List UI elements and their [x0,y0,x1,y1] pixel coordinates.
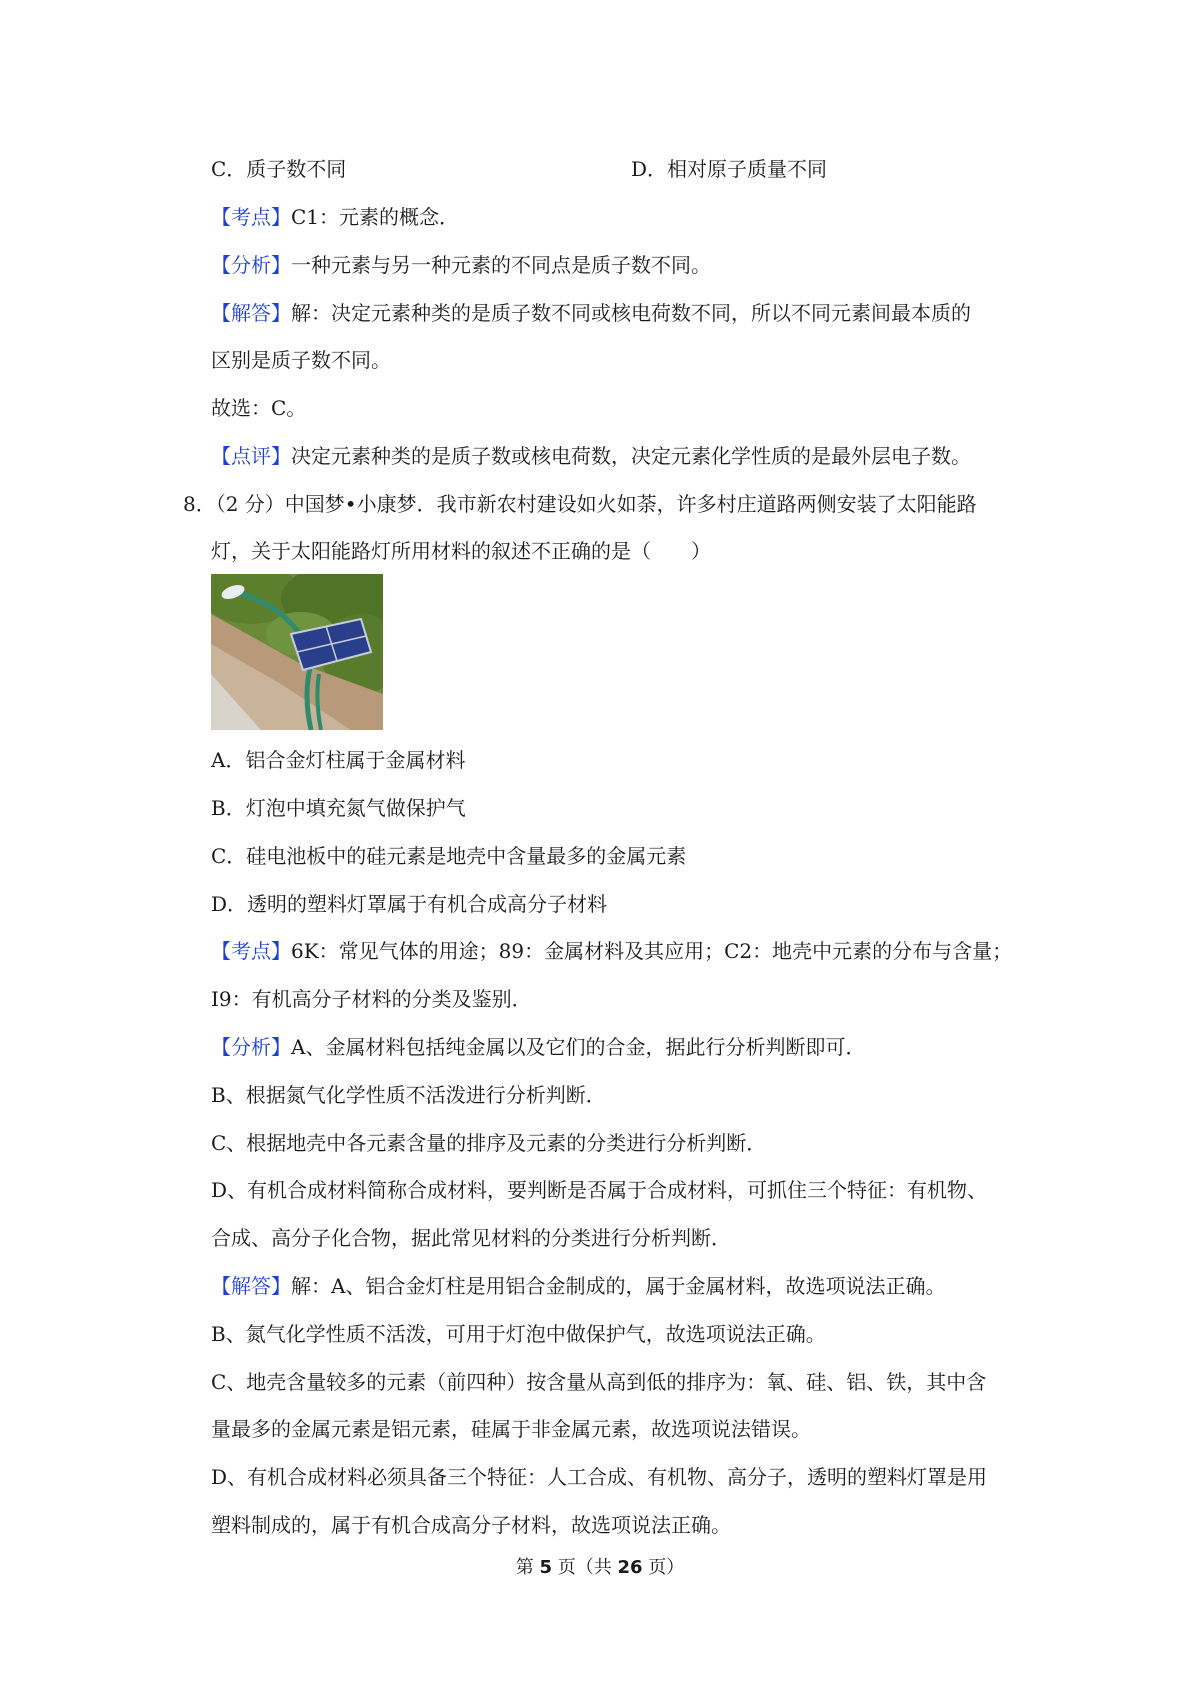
q8-option-b: B．灯泡中填充氮气做保护气 [211,796,466,820]
q8-stem-line1: 8．（2 分）中国梦•小康梦．我市新农村建设如火如荼，许多村庄道路两侧安装了太阳能路 [183,492,977,516]
jieda-tag: 【解答】 [211,301,291,325]
jieda-line1: 解：A、铝合金灯柱是用铝合金制成的，属于金属材料，故选项说法正确。 [291,1274,946,1298]
q8-fenxi-line5: 合成、高分子化合物，据此常见材料的分类进行分析判断． [211,1226,731,1250]
q8-jieda [211,1272,945,1300]
q7-kaodian [211,203,459,231]
q8-fenxi-line4: D、有机合成材料简称合成材料，要判断是否属于合成材料，可抓住三个特征：有机物、 [211,1178,988,1202]
q8-jieda-line5: D、有机合成材料必须具备三个特征：人工合成、有机物、高分子，透明的塑料灯罩是用 [211,1465,988,1489]
q8-jieda-line4: 量最多的金属元素是铝元素，硅属于非金属元素，故选项说法错误。 [211,1417,811,1441]
q8-fenxi-line2: B、根据氮气化学性质不活泼进行分析判断． [211,1083,606,1107]
q7-option-d: D．相对原子质量不同 [631,157,828,181]
q7-answer: 故选：C。 [211,396,307,420]
q8-fenxi-line3: C、根据地壳中各元素含量的排序及元素的分类进行分析判断． [211,1131,767,1155]
kaodian-text: C1：元素的概念． [291,205,460,229]
kaodian-tag: 【考点】 [211,205,291,229]
q7-option-c: C．质子数不同 [211,157,347,181]
fenxi-line1: A、金属材料包括纯金属以及它们的合金，据此行分析判断即可． [291,1035,866,1059]
fenxi-tag: 【分析】 [211,253,291,277]
q8-jieda-line6: 塑料制成的，属于有机合成高分子材料，故选项说法正确。 [211,1513,731,1537]
kaodian-tag: 【考点】 [211,939,291,963]
q8-jieda-line3: C、地壳含量较多的元素（前四种）按含量从高到低的排序为：氧、硅、铝、铁，其中含 [211,1370,987,1394]
footer-mid: 页（共 [552,1557,618,1578]
q7-fenxi [211,251,711,279]
q8-jieda-line2: B、氮气化学性质不活泼，可用于灯泡中做保护气，故选项说法正确。 [211,1322,826,1346]
dianping-tag: 【点评】 [211,444,291,468]
q8-option-d: D．透明的塑料灯罩属于有机合成高分子材料 [211,892,608,916]
q8-kaodian [211,937,1012,965]
q7-jieda-line2: 区别是质子数不同。 [211,348,391,372]
q8-option-c: C．硅电池板中的硅元素是地壳中含量最多的金属元素 [211,844,687,868]
solar-lamp-illustration [211,574,383,730]
footer-post: 页） [642,1557,685,1578]
page-footer [0,1555,1200,1581]
q8-fenxi [211,1033,865,1061]
fenxi-tag: 【分析】 [211,1035,291,1059]
q8-stem-line2: 灯，关于太阳能路灯所用材料的叙述不正确的是（ ） [211,539,711,563]
q8-option-a: A．铝合金灯柱属于金属材料 [211,748,466,772]
q7-dianping [211,442,971,470]
dianping-text: 决定元素种类的是质子数或核电荷数，决定元素化学性质的是最外层电子数。 [291,444,971,468]
footer-pre: 第 [515,1557,540,1578]
footer-page-number: 5 [539,1557,552,1578]
footer-total-pages: 26 [617,1557,643,1578]
jieda-line1: 解：决定元素种类的是质子数不同或核电荷数不同，所以不同元素间最本质的 [291,301,971,325]
q8-kaodian-line2: I9：有机高分子材料的分类及鉴别． [211,987,532,1011]
fenxi-text: 一种元素与另一种元素的不同点是质子数不同。 [291,253,711,277]
jieda-tag: 【解答】 [211,1274,291,1298]
q7-jieda [211,299,971,327]
solar-street-lamp-photo [211,574,383,730]
kaodian-line1: 6K：常见气体的用途；89：金属材料及其应用；C2：地壳中元素的分布与含量； [291,939,1013,963]
